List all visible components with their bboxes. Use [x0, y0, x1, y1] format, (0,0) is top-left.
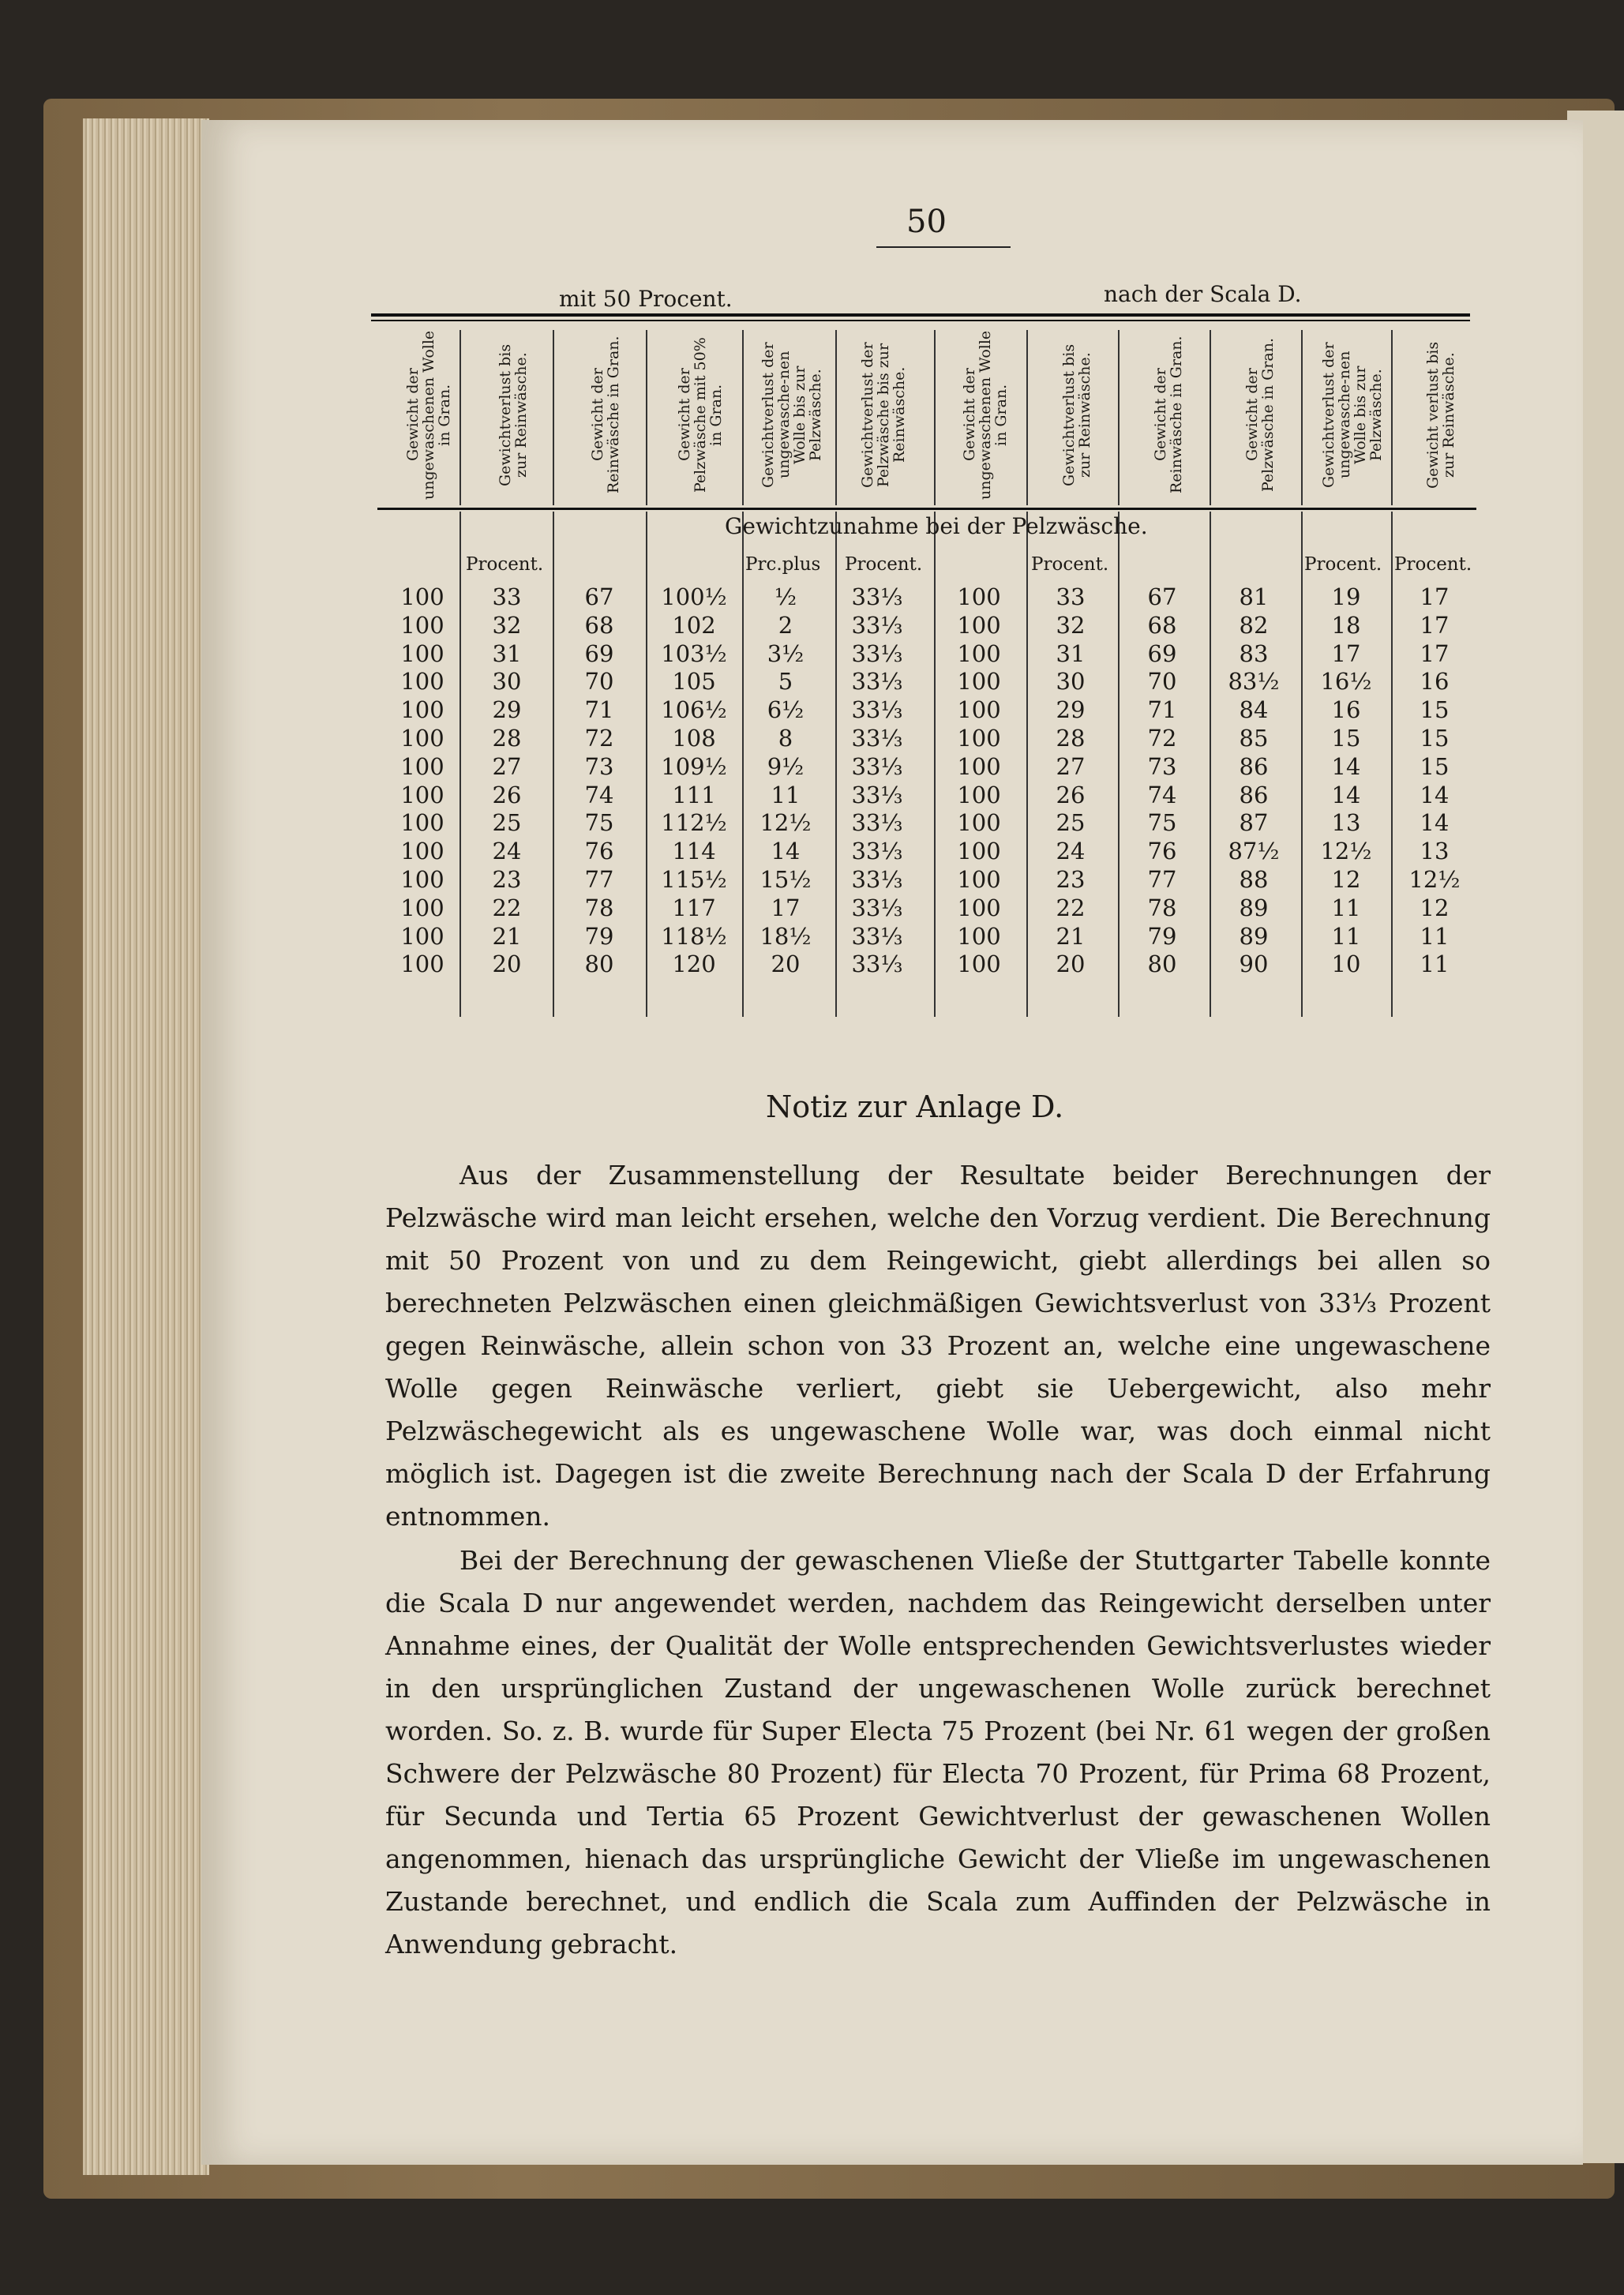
table-cell: 12½ — [1408, 866, 1461, 893]
table-cell: 8 — [778, 725, 793, 752]
span-heading: Gewichtzunahme bei der Pelzwäsche. — [725, 513, 1148, 539]
table-cell: 13 — [1420, 838, 1450, 865]
table-cell: 17 — [1331, 639, 1361, 667]
table-cell: 100½ — [661, 583, 727, 610]
column-divider — [1301, 330, 1303, 505]
table-cell: 70 — [584, 668, 614, 696]
table-cell: 2 — [778, 611, 793, 639]
column-divider — [553, 330, 554, 505]
table-cell: 24 — [1056, 838, 1086, 865]
table-cell: 15 — [1331, 725, 1361, 752]
table-cell: 71 — [1147, 696, 1177, 724]
table-cell: 31 — [492, 639, 522, 667]
table-cell: 20 — [1056, 951, 1086, 978]
table-cell: 115½ — [661, 866, 727, 893]
table-cell: 33 — [492, 583, 522, 610]
table-cell: 33⅓ — [851, 838, 903, 865]
table-cell: 18½ — [759, 922, 812, 950]
table-cell: 23 — [1056, 866, 1086, 893]
column-header-label: Gewicht der ungewaschenen Wolle in Gran. — [961, 330, 1010, 500]
table-cell: 26 — [492, 781, 522, 808]
table-cell: 100 — [957, 668, 1001, 696]
table-cell: 79 — [1147, 922, 1177, 950]
column-divider — [1118, 330, 1120, 505]
notiz-paragraph-1: Aus der Zusammenstellung der Resultate beider Berechnungen der Pelzwäsche wird man leicht ersehen, welche den Vorzug verdient. Die Berechnung mit 50 Prozent von und zu dem Reingewicht, giebt allerdings bei allen so berechneten Pelzwäschen einen gleichmäßigen Gewichtsverlust von 33⅓ Prozent gegen Reinwäsche, allein schon von 33 Prozent an, welche eine ungewaschene Wolle gegen Reinwäsche verliert, giebt sie Uebergewicht, also mehr Pelzwäschegewicht als es ungewaschene Wolle war, was doch einmal nicht möglich ist. Dagegen ist die zweite Berechnung nach der Scala D der Erfahrung entnommen. — [385, 1160, 1491, 1532]
table-cell: 100 — [957, 639, 1001, 667]
table-cell: 100 — [400, 781, 444, 808]
column-header-label: Gewichtverlust bis zur Reinwäsche. — [1060, 343, 1093, 486]
sub-heading: Procent. — [1031, 554, 1109, 575]
table-cell: 80 — [1147, 951, 1177, 978]
table-cell: 10 — [1331, 951, 1361, 978]
table-top-rule — [371, 313, 1470, 317]
table-cell: 77 — [584, 866, 614, 893]
table-cell: 90 — [1239, 951, 1269, 978]
table-cell: 15 — [1420, 696, 1450, 724]
table-cell: 11 — [1331, 922, 1361, 950]
table-cell: 29 — [1056, 696, 1086, 724]
table-cell: 33⅓ — [851, 866, 903, 893]
table-cell: 76 — [1147, 838, 1177, 865]
column-divider — [835, 330, 837, 505]
table-cell: 87 — [1239, 809, 1269, 837]
table-cell: 11 — [1420, 951, 1450, 978]
table-cell: 12½ — [759, 809, 812, 837]
table-cell: 67 — [1147, 583, 1177, 610]
table-cell: 100 — [400, 639, 444, 667]
table-cell: 69 — [584, 639, 614, 667]
column-divider — [1026, 330, 1028, 505]
table-cell: 33⅓ — [851, 639, 903, 667]
table-cell: 72 — [584, 725, 614, 752]
table-cell: 100 — [400, 752, 444, 780]
table-cell: ½ — [774, 583, 797, 610]
table-cell: 33⅓ — [851, 583, 903, 610]
table-cell: 13 — [1331, 809, 1361, 837]
column-divider — [742, 330, 744, 505]
table-cell: 5 — [778, 668, 793, 696]
sub-heading: Prc.plus — [745, 554, 821, 575]
table-cell: 28 — [1056, 725, 1086, 752]
table-cell: 17 — [1420, 583, 1450, 610]
table-cell: 112½ — [661, 809, 727, 837]
table-cell: 16 — [1420, 668, 1450, 696]
table-cell: 100 — [400, 725, 444, 752]
sub-heading: Procent. — [845, 554, 923, 575]
notiz-paragraph-2: Bei der Berechnung der gewaschenen Vließe der Stuttgarter Tabelle konnte die Scala D nur angewendet werden, nachdem das Reingewicht derselben unter Annahme eines, der Qualität der Wolle entsprechenden Gewichtsverlustes wieder in den ursprünglichen Zustand der ungewaschenen Wolle zurück berechnet worden. So. z. B. wurde für Super Electa 75 Prozent (bei Nr. 61 wegen der großen Schwere der Pelzwäsche 80 Prozent) für Electa 70 Prozent, für Prima 68 Prozent, für Secunda und Tertia 65 Prozent Gewichtverlust der gewaschenen Wollen angenommen, hienach das ursprüngliche Gewicht der Vließe im ungewaschenen Zustande berechnet, und endlich die Scala zum Auffinden der Pelzwäsche in Anwendung gebracht. — [385, 1545, 1491, 1959]
table-cell: 83 — [1239, 639, 1269, 667]
table-cell: 89 — [1239, 922, 1269, 950]
column-header — [1054, 330, 1100, 500]
table-cell: 78 — [1147, 894, 1177, 921]
table-cell: 11 — [771, 781, 801, 808]
table-cell: 20 — [771, 951, 801, 978]
column-header — [1418, 330, 1464, 500]
table-cell: 33⅓ — [851, 951, 903, 978]
table-cell: 21 — [1056, 922, 1086, 950]
table-cell: 89 — [1239, 894, 1269, 921]
table-cell: 100 — [400, 668, 444, 696]
table-cell: 71 — [584, 696, 614, 724]
table-cell: 33⅓ — [851, 696, 903, 724]
table-cell: 102 — [672, 611, 716, 639]
table-cell: 11 — [1331, 894, 1361, 921]
column-divider — [459, 330, 461, 505]
table-cell: 73 — [1147, 752, 1177, 780]
table-cell: 78 — [584, 894, 614, 921]
column-header — [1320, 330, 1385, 500]
table-cell: 84 — [1239, 696, 1269, 724]
table-cell: 14 — [771, 838, 801, 865]
table-cell: 14 — [1331, 752, 1361, 780]
column-header-label: Gewicht der Reinwäsche in Gran. — [589, 336, 622, 494]
table-cell: 15 — [1420, 725, 1450, 752]
table-cell: 28 — [492, 725, 522, 752]
column-header — [1146, 330, 1191, 500]
table-cell: 106½ — [661, 696, 727, 724]
table-cell: 32 — [1056, 611, 1086, 639]
column-divider — [553, 512, 554, 1017]
table-cell: 14 — [1331, 781, 1361, 808]
column-header — [677, 330, 723, 500]
table-cell: 100 — [400, 866, 444, 893]
table-header-left: mit 50 Procent. — [559, 286, 733, 312]
table-cell: 17 — [771, 894, 801, 921]
table-cell: 12 — [1420, 894, 1450, 921]
table-cell: 12 — [1331, 866, 1361, 893]
table-cell: 100 — [400, 809, 444, 837]
table-cell: 14 — [1420, 809, 1450, 837]
column-header-label: Gewichtverlust der Pelzwäsche bis zur Reinwäsche. — [859, 342, 908, 488]
table-cell: 11 — [1420, 922, 1450, 950]
column-header — [406, 330, 452, 500]
table-cell: 16 — [1331, 696, 1361, 724]
table-cell: 30 — [1056, 668, 1086, 696]
column-header — [490, 330, 536, 500]
table-cell: 86 — [1239, 781, 1269, 808]
notiz-title: Notiz zur Anlage D. — [766, 1089, 1064, 1124]
table-cell: 100 — [957, 866, 1001, 893]
table-cell: 25 — [1056, 809, 1086, 837]
table-cell: 100 — [400, 922, 444, 950]
table-cell: 100 — [957, 696, 1001, 724]
table-cell: 18 — [1331, 611, 1361, 639]
table-cell: 20 — [492, 951, 522, 978]
table-top-rule-2 — [371, 320, 1470, 321]
column-header-label: Gewicht der ungewaschenen Wolle in Gran. — [404, 330, 453, 500]
table-cell: 67 — [584, 583, 614, 610]
table-cell: 27 — [492, 752, 522, 780]
column-header — [759, 330, 824, 500]
table-cell: 33 — [1056, 583, 1086, 610]
page-number-rule — [876, 246, 1011, 248]
table-cell: 30 — [492, 668, 522, 696]
table-cell: 105 — [672, 668, 716, 696]
table-cell: 33⅓ — [851, 894, 903, 921]
table-cell: 100 — [400, 894, 444, 921]
table-cell: 100 — [957, 894, 1001, 921]
table-cell: 75 — [584, 809, 614, 837]
table-cell: 31 — [1056, 639, 1086, 667]
table-cell: 100 — [957, 781, 1001, 808]
table-cell: 27 — [1056, 752, 1086, 780]
table-cell: 33⅓ — [851, 668, 903, 696]
column-header — [962, 330, 1008, 500]
table-cell: 117 — [672, 894, 716, 921]
column-header — [583, 330, 628, 500]
table-cell: 33⅓ — [851, 752, 903, 780]
sub-heading: Procent. — [1304, 554, 1382, 575]
page-number: 50 — [906, 204, 947, 240]
table-cell: 17 — [1420, 611, 1450, 639]
table-cell: 15 — [1420, 752, 1450, 780]
table-cell: 88 — [1239, 866, 1269, 893]
table-cell: 100 — [400, 583, 444, 610]
table-cell: 118½ — [661, 922, 727, 950]
table-cell: 74 — [1147, 781, 1177, 808]
column-divider — [646, 512, 647, 1017]
table-cell: 100 — [400, 838, 444, 865]
table-cell: 22 — [1056, 894, 1086, 921]
table-cell: 100 — [957, 752, 1001, 780]
column-divider — [934, 330, 936, 505]
table-cell: 81 — [1239, 583, 1269, 610]
table-cell: 79 — [584, 922, 614, 950]
table-cell: 15½ — [759, 866, 812, 893]
table-cell: 68 — [1147, 611, 1177, 639]
table-cell: 22 — [492, 894, 522, 921]
column-header — [1237, 330, 1283, 500]
table-header-right: nach der Scala D. — [1104, 281, 1302, 307]
table-cell: 87½ — [1228, 838, 1280, 865]
page-edges — [83, 118, 209, 2175]
table-cell: 25 — [492, 809, 522, 837]
table-cell: 100 — [957, 809, 1001, 837]
table-cell: 100 — [400, 951, 444, 978]
table-head-rule — [377, 508, 1476, 510]
column-header-label: Gewichtverlust bis zur Reinwäsche. — [497, 343, 530, 486]
table-cell: 24 — [492, 838, 522, 865]
table-cell: 69 — [1147, 639, 1177, 667]
table-cell: 100 — [957, 951, 1001, 978]
table-cell: 111 — [672, 781, 716, 808]
column-divider — [1210, 330, 1211, 505]
table-cell: 76 — [584, 838, 614, 865]
table-cell: 80 — [584, 951, 614, 978]
table-cell: 108 — [672, 725, 716, 752]
table-cell: 32 — [492, 611, 522, 639]
table-cell: 16½ — [1320, 668, 1372, 696]
table-cell: 26 — [1056, 781, 1086, 808]
table-cell: 77 — [1147, 866, 1177, 893]
column-header-label: Gewichtverlust der ungewasche-nen Wolle bis zur Pelzwäsche. — [1320, 342, 1385, 488]
table-cell: 100 — [957, 611, 1001, 639]
table-cell: 100 — [957, 922, 1001, 950]
column-header — [861, 330, 906, 500]
table-cell: 100 — [400, 696, 444, 724]
table-cell: 14 — [1420, 781, 1450, 808]
table-cell: 33⅓ — [851, 611, 903, 639]
table-cell: 82 — [1239, 611, 1269, 639]
column-divider — [646, 330, 647, 505]
sub-heading: Procent. — [1394, 554, 1472, 575]
table-cell: 72 — [1147, 725, 1177, 752]
table-cell: 12½ — [1320, 838, 1372, 865]
table-cell: 33⅓ — [851, 809, 903, 837]
column-header-label: Gewichtverlust der ungewasche-nen Wolle bis zur Pelzwäsche. — [759, 342, 824, 488]
table-cell: 100 — [400, 611, 444, 639]
table-cell: 33⅓ — [851, 781, 903, 808]
table-cell: 23 — [492, 866, 522, 893]
table-cell: 100 — [957, 583, 1001, 610]
column-header-label: Gewicht verlust bis zur Reinwäsche. — [1424, 341, 1457, 489]
table-cell: 19 — [1331, 583, 1361, 610]
table-cell: 75 — [1147, 809, 1177, 837]
sub-heading: Procent. — [466, 554, 544, 575]
table-cell: 33⅓ — [851, 725, 903, 752]
table-cell: 29 — [492, 696, 522, 724]
table-cell: 109½ — [661, 752, 727, 780]
table-cell: 83½ — [1228, 668, 1280, 696]
table-cell: 114 — [672, 838, 716, 865]
table-cell: 74 — [584, 781, 614, 808]
table-cell: 17 — [1420, 639, 1450, 667]
table-cell: 73 — [584, 752, 614, 780]
table-cell: 6½ — [767, 696, 804, 724]
table-cell: 85 — [1239, 725, 1269, 752]
column-header-label: Gewicht der Pelzwäsche mit 50% in Gran. — [676, 337, 725, 493]
table-cell: 103½ — [661, 639, 727, 667]
column-header-label: Gewicht der Pelzwäsche in Gran. — [1243, 338, 1277, 492]
table-cell: 68 — [584, 611, 614, 639]
table-cell: 86 — [1239, 752, 1269, 780]
table-cell: 9½ — [767, 752, 804, 780]
table-cell: 70 — [1147, 668, 1177, 696]
column-divider — [1391, 330, 1393, 505]
table-cell: 21 — [492, 922, 522, 950]
table-cell: 3½ — [767, 639, 804, 667]
table-cell: 33⅓ — [851, 922, 903, 950]
table-cell: 100 — [957, 725, 1001, 752]
table-cell: 100 — [957, 838, 1001, 865]
column-header-label: Gewicht der Reinwäsche in Gran. — [1152, 336, 1185, 494]
table-cell: 120 — [672, 951, 716, 978]
